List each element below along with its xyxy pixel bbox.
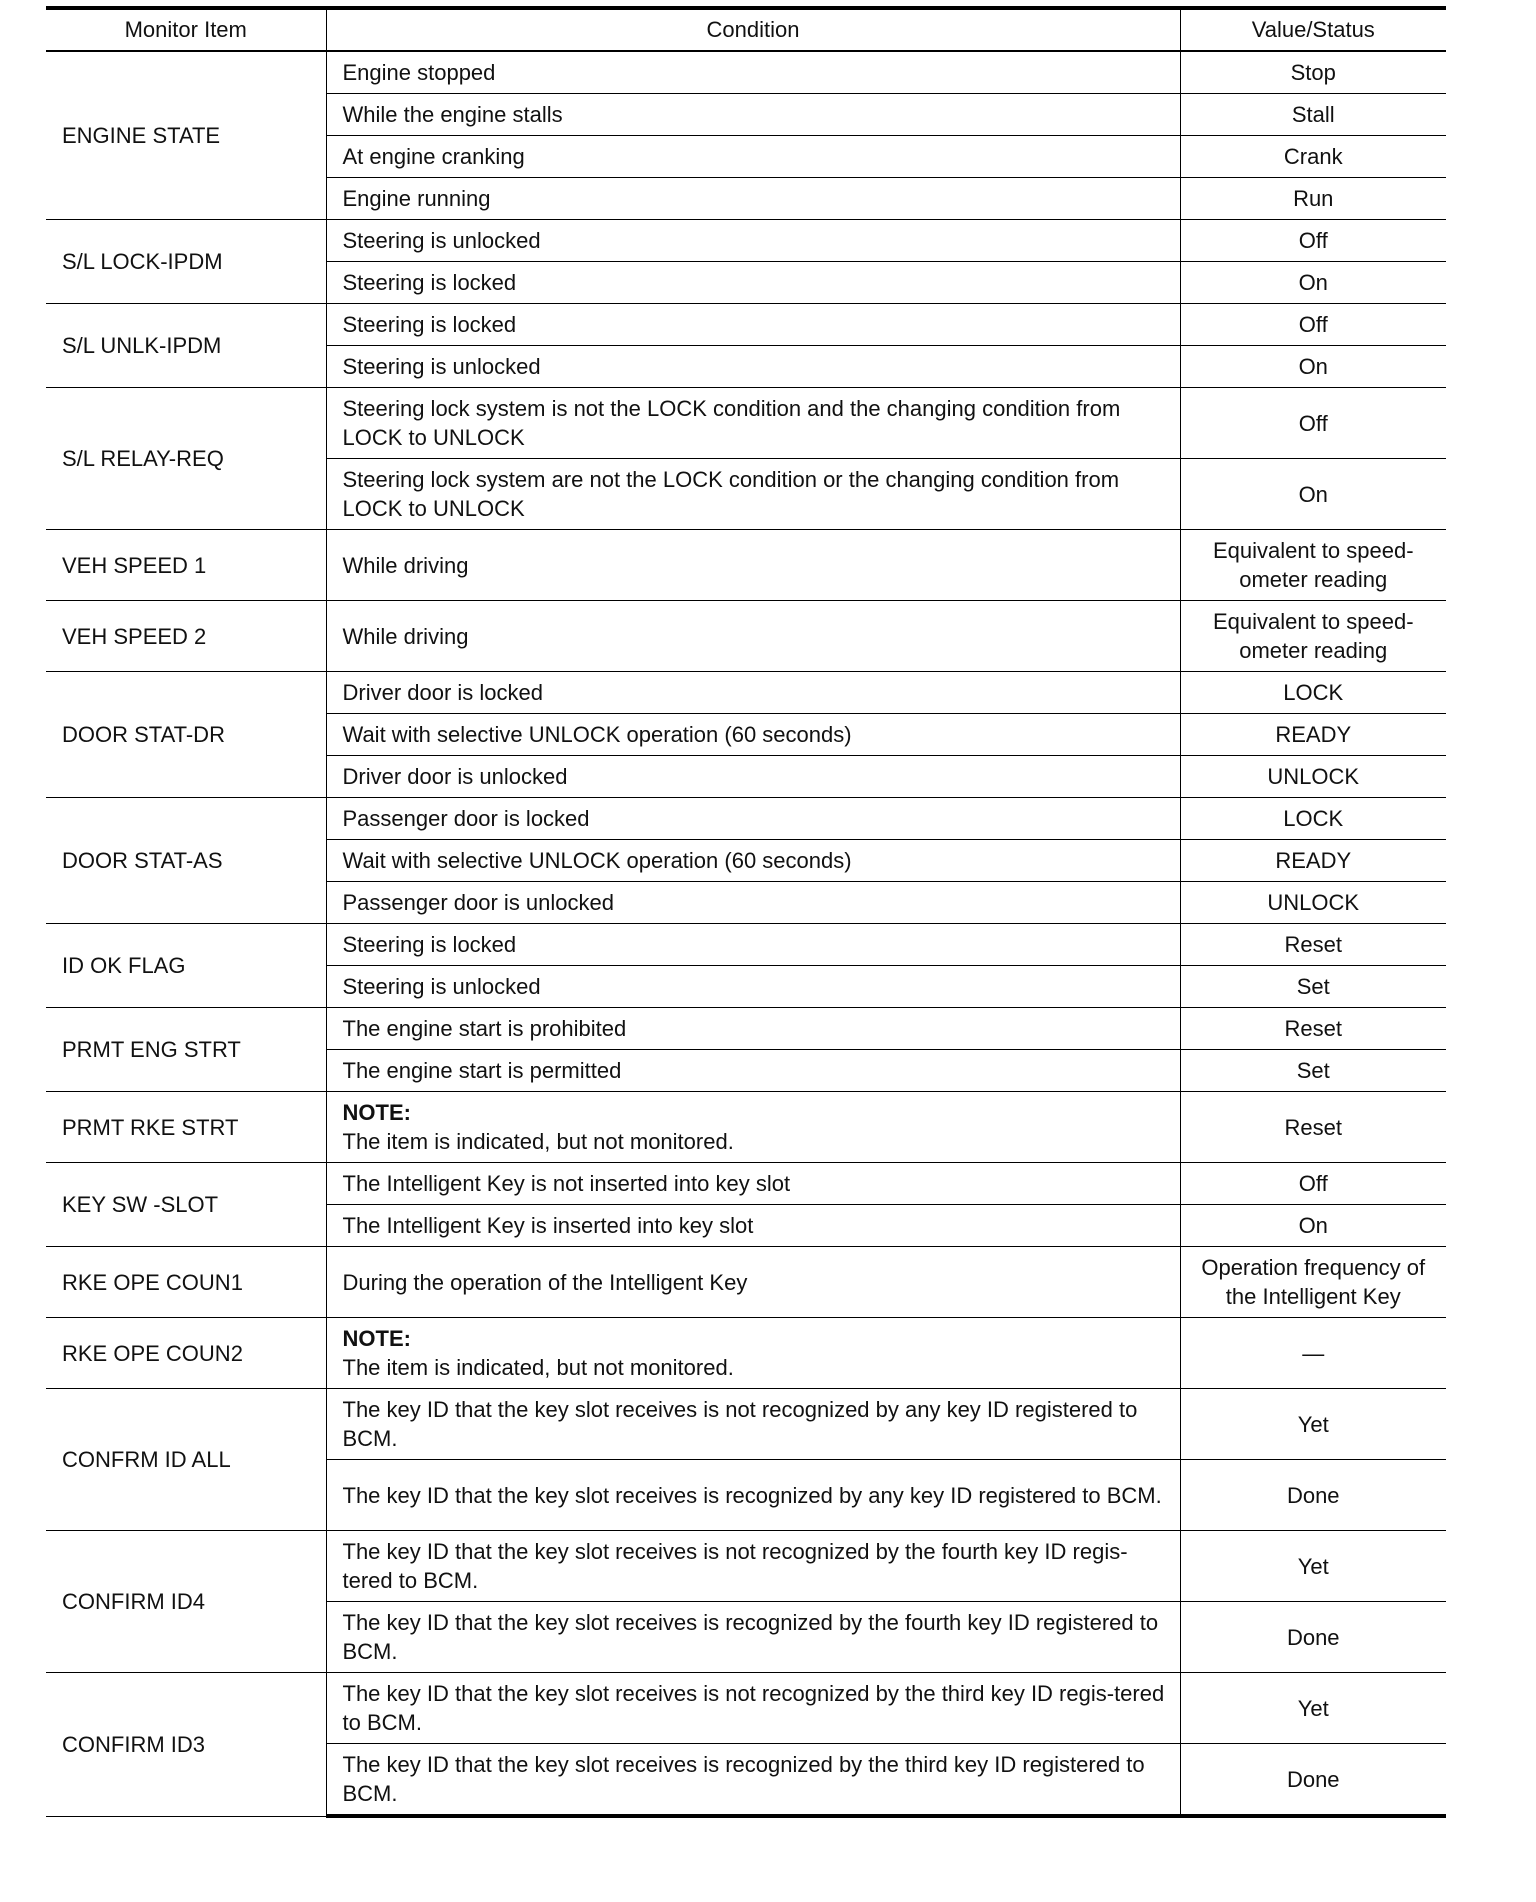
condition-cell (326, 1092, 1180, 1163)
condition-cell (326, 882, 1180, 924)
condition-text: The key ID that the key slot receives is not recognized by the third key ID regis-tered to BCM. (342, 1681, 1165, 1735)
condition-text: Engine running (342, 186, 491, 211)
condition-cell (326, 1163, 1180, 1205)
note-text: The item is indicated, but not monitored. (342, 1129, 734, 1154)
value-status-cell: On (1180, 262, 1446, 304)
condition-text: Steering is locked (342, 932, 517, 957)
table-row (46, 220, 1446, 262)
monitor-item-cell: VEH SPEED 1 (46, 530, 326, 601)
value-status-cell: On (1180, 346, 1446, 388)
condition-text: The engine start is prohibited (342, 1016, 627, 1041)
condition-cell (326, 1744, 1180, 1817)
table-row (46, 601, 1446, 672)
condition-text: Steering is unlocked (342, 974, 541, 999)
monitor-item-cell: CONFRM ID ALL (46, 1389, 326, 1531)
monitor-item-cell: VEH SPEED 2 (46, 601, 326, 672)
monitor-item-cell: S/L LOCK-IPDM (46, 220, 326, 304)
value-status-cell: Equivalent to speed-ometer reading (1180, 601, 1446, 672)
value-status-cell: Off (1180, 388, 1446, 459)
table-row (46, 1092, 1446, 1163)
condition-cell (326, 672, 1180, 714)
table-row (46, 1531, 1446, 1602)
table-row (46, 530, 1446, 601)
condition-text: Steering is unlocked (342, 354, 541, 379)
value-status-cell: Reset (1180, 1008, 1446, 1050)
monitor-item-cell: RKE OPE COUN1 (46, 1247, 326, 1318)
note-label: NOTE: (342, 1100, 411, 1125)
condition-cell (326, 714, 1180, 756)
value-status-cell: Operation frequency of the Intelligent Key (1180, 1247, 1446, 1318)
value-status-cell: Off (1180, 1163, 1446, 1205)
condition-text: Steering lock system is not the LOCK condition and the changing condition from LOCK to UNLOCK (342, 396, 1121, 450)
value-status-cell: UNLOCK (1180, 882, 1446, 924)
value-status-cell: READY (1180, 714, 1446, 756)
condition-cell (326, 459, 1180, 530)
condition-cell (326, 136, 1180, 178)
value-status-cell: Off (1180, 220, 1446, 262)
condition-text: While driving (342, 552, 469, 578)
value-status-cell: READY (1180, 840, 1446, 882)
condition-text: Steering lock system are not the LOCK condition or the changing condition from LOCK to UNLOCK (342, 467, 1120, 521)
monitor-item-cell: CONFIRM ID4 (46, 1531, 326, 1673)
condition-text: Passenger door is locked (342, 806, 590, 831)
condition-text: Passenger door is unlocked (342, 890, 614, 915)
condition-text: Steering is unlocked (342, 228, 541, 253)
condition-cell (326, 798, 1180, 840)
table-row (46, 388, 1446, 459)
condition-cell (326, 966, 1180, 1008)
monitor-item-cell: KEY SW -SLOT (46, 1163, 326, 1247)
condition-cell (326, 601, 1180, 672)
table-header-row (46, 8, 1446, 51)
monitor-item-cell: CONFIRM ID3 (46, 1673, 326, 1817)
condition-cell (326, 94, 1180, 136)
condition-cell (326, 1389, 1180, 1460)
condition-cell (326, 178, 1180, 220)
value-status-cell: Done (1180, 1744, 1446, 1817)
table-row (46, 1008, 1446, 1050)
condition-cell (326, 262, 1180, 304)
condition-cell (326, 346, 1180, 388)
table-row (46, 1673, 1446, 1744)
condition-cell (326, 1008, 1180, 1050)
condition-cell (326, 530, 1180, 601)
condition-cell (326, 1602, 1180, 1673)
condition-text: The key ID that the key slot receives is recognized by any key ID registered to BCM. (342, 1482, 1162, 1508)
value-status-cell: Reset (1180, 924, 1446, 966)
monitor-item-cell: DOOR STAT-AS (46, 798, 326, 924)
condition-cell (326, 1673, 1180, 1744)
condition-cell (326, 304, 1180, 346)
value-status-cell: On (1180, 459, 1446, 530)
value-status-cell: Stall (1180, 94, 1446, 136)
condition-cell (326, 1531, 1180, 1602)
value-status-cell: Stop (1180, 51, 1446, 94)
table-row (46, 1318, 1446, 1389)
condition-text: The engine start is permitted (342, 1058, 622, 1083)
table-body (46, 51, 1446, 1816)
note-text: The item is indicated, but not monitored. (342, 1355, 734, 1380)
table-row (46, 672, 1446, 714)
condition-cell (326, 1318, 1180, 1389)
value-status-cell: Set (1180, 1050, 1446, 1092)
condition-cell (326, 1205, 1180, 1247)
value-status-cell: On (1180, 1205, 1446, 1247)
condition-text: The Intelligent Key is not inserted into key slot (342, 1171, 791, 1196)
monitor-item-cell: PRMT RKE STRT (46, 1092, 326, 1163)
value-status-cell: UNLOCK (1180, 756, 1446, 798)
value-status-cell: LOCK (1180, 798, 1446, 840)
value-status-cell: Done (1180, 1602, 1446, 1673)
condition-cell (326, 1050, 1180, 1092)
condition-cell (326, 1460, 1180, 1531)
monitor-item-cell: ID OK FLAG (46, 924, 326, 1008)
condition-cell (326, 388, 1180, 459)
header-condition: Condition (326, 8, 1180, 51)
value-status-cell: Yet (1180, 1673, 1446, 1744)
value-status-cell: Crank (1180, 136, 1446, 178)
table-row (46, 1163, 1446, 1205)
monitor-item-cell: PRMT ENG STRT (46, 1008, 326, 1092)
table-row (46, 304, 1446, 346)
condition-cell (326, 756, 1180, 798)
value-status-cell: Yet (1180, 1531, 1446, 1602)
value-status-cell: — (1180, 1318, 1446, 1389)
monitor-item-cell: ENGINE STATE (46, 51, 326, 220)
monitor-item-table-page (46, 6, 1446, 1818)
table-row (46, 924, 1446, 966)
condition-text: While driving (342, 623, 469, 649)
monitor-item-cell: RKE OPE COUN2 (46, 1318, 326, 1389)
condition-text: At engine cranking (342, 144, 525, 169)
value-status-cell: Set (1180, 966, 1446, 1008)
value-status-cell: Off (1180, 304, 1446, 346)
condition-text: While the engine stalls (342, 102, 563, 127)
condition-text: Steering is locked (342, 270, 517, 295)
condition-text: Engine stopped (342, 60, 496, 85)
value-status-cell: LOCK (1180, 672, 1446, 714)
value-status-cell: Equivalent to speed-ometer reading (1180, 530, 1446, 601)
table-row (46, 1247, 1446, 1318)
value-status-cell: Reset (1180, 1092, 1446, 1163)
monitor-item-cell: DOOR STAT-DR (46, 672, 326, 798)
condition-text: Driver door is unlocked (342, 764, 568, 789)
monitor-item-table (46, 6, 1446, 1818)
header-monitor-item: Monitor Item (46, 8, 326, 51)
condition-text: Steering is locked (342, 312, 517, 337)
table-row (46, 51, 1446, 94)
condition-text: The key ID that the key slot receives is not recognized by any key ID registered to BCM. (342, 1397, 1138, 1451)
condition-text: Driver door is locked (342, 680, 544, 705)
condition-cell (326, 840, 1180, 882)
condition-text: Wait with selective UNLOCK operation (60 seconds) (342, 848, 852, 873)
note-label: NOTE: (342, 1326, 411, 1351)
table-row (46, 798, 1446, 840)
table-row (46, 1389, 1446, 1460)
condition-cell (326, 1247, 1180, 1318)
condition-text: The key ID that the key slot receives is not recognized by the fourth key ID regis-tered to BCM. (342, 1539, 1128, 1593)
condition-text: The key ID that the key slot receives is recognized by the third key ID registered to BCM. (342, 1752, 1145, 1806)
value-status-cell: Run (1180, 178, 1446, 220)
condition-text: Wait with selective UNLOCK operation (60 seconds) (342, 722, 852, 747)
monitor-item-cell: S/L UNLK-IPDM (46, 304, 326, 388)
condition-text: During the operation of the Intelligent Key (342, 1269, 748, 1295)
monitor-item-cell: S/L RELAY-REQ (46, 388, 326, 530)
condition-cell (326, 924, 1180, 966)
value-status-cell: Done (1180, 1460, 1446, 1531)
header-value-status: Value/Status (1180, 8, 1446, 51)
condition-cell (326, 51, 1180, 94)
condition-cell (326, 220, 1180, 262)
value-status-cell: Yet (1180, 1389, 1446, 1460)
condition-text: The key ID that the key slot receives is recognized by the fourth key ID registered to BCM. (342, 1610, 1159, 1664)
condition-text: The Intelligent Key is inserted into key slot (342, 1213, 754, 1238)
